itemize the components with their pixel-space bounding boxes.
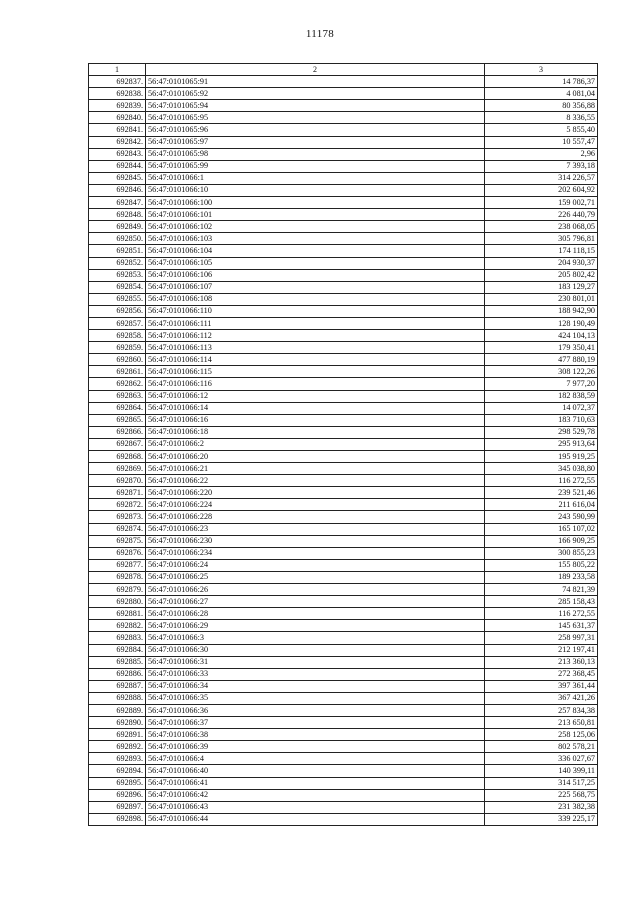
row-index-cell: 692884. (89, 644, 146, 656)
cadastral-number-cell: 56:47:0101066:115 (146, 366, 485, 378)
cadastral-value-cell: 195 919,25 (485, 451, 598, 463)
cadastral-number-cell: 56:47:0101066:100 (146, 197, 485, 209)
cadastral-value-cell: 305 796,81 (485, 233, 598, 245)
row-index-cell: 692870. (89, 475, 146, 487)
cadastral-value-cell: 397 361,44 (485, 680, 598, 692)
column-header-cadastral-number: 2 (146, 64, 485, 76)
cadastral-number-cell: 56:47:0101066:42 (146, 789, 485, 801)
cadastral-value-cell: 243 590,99 (485, 511, 598, 523)
table-row (89, 88, 598, 100)
row-index-cell: 692862. (89, 378, 146, 390)
cadastral-number-cell: 56:47:0101065:92 (146, 88, 485, 100)
cadastral-value-cell: 314 226,57 (485, 172, 598, 184)
table-row (89, 765, 598, 777)
cadastral-value-cell: 258 997,31 (485, 632, 598, 644)
table-row (89, 511, 598, 523)
cadastral-value-cell: 257 834,38 (485, 704, 598, 716)
table-row (89, 451, 598, 463)
cadastral-value-cell: 205 802,42 (485, 269, 598, 281)
cadastral-value-cell: 128 190,49 (485, 317, 598, 329)
row-index-cell: 692894. (89, 765, 146, 777)
row-index-cell: 692881. (89, 608, 146, 620)
cadastral-number-cell: 56:47:0101066:35 (146, 692, 485, 704)
cadastral-number-cell: 56:47:0101066:39 (146, 741, 485, 753)
cadastral-number-cell: 56:47:0101066:18 (146, 426, 485, 438)
cadastral-number-cell: 56:47:0101066:20 (146, 451, 485, 463)
row-index-cell: 692866. (89, 426, 146, 438)
row-index-cell: 692863. (89, 390, 146, 402)
cadastral-value-cell: 314 517,25 (485, 777, 598, 789)
table-header-row (89, 64, 598, 76)
cadastral-number-cell: 56:47:0101066:102 (146, 221, 485, 233)
table-row (89, 197, 598, 209)
table-row (89, 608, 598, 620)
table-row (89, 233, 598, 245)
cadastral-value-cell: 4 081,04 (485, 88, 598, 100)
row-index-cell: 692853. (89, 269, 146, 281)
table-row (89, 777, 598, 789)
cadastral-number-cell: 56:47:0101066:4 (146, 753, 485, 765)
cadastral-number-cell: 56:47:0101066:34 (146, 680, 485, 692)
table-row (89, 366, 598, 378)
table-row (89, 535, 598, 547)
cadastral-number-cell: 56:47:0101066:22 (146, 475, 485, 487)
cadastral-number-cell: 56:47:0101066:108 (146, 293, 485, 305)
cadastral-number-cell: 56:47:0101066:38 (146, 729, 485, 741)
row-index-cell: 692876. (89, 547, 146, 559)
row-index-cell: 692847. (89, 197, 146, 209)
cadastral-number-cell: 56:47:0101066:44 (146, 813, 485, 825)
cadastral-value-cell: 183 710,63 (485, 414, 598, 426)
cadastral-number-cell: 56:47:0101066:28 (146, 608, 485, 620)
table-row (89, 172, 598, 184)
cadastral-number-cell: 56:47:0101066:41 (146, 777, 485, 789)
cadastral-number-cell: 56:47:0101065:94 (146, 100, 485, 112)
cadastral-value-cell: 230 801,01 (485, 293, 598, 305)
cadastral-value-cell: 5 855,40 (485, 124, 598, 136)
cadastral-number-cell: 56:47:0101066:3 (146, 632, 485, 644)
row-index-cell: 692861. (89, 366, 146, 378)
cadastral-number-cell: 56:47:0101066:27 (146, 596, 485, 608)
row-index-cell: 692864. (89, 402, 146, 414)
cadastral-value-cell: 14 072,37 (485, 402, 598, 414)
table-row (89, 717, 598, 729)
row-index-cell: 692844. (89, 160, 146, 172)
cadastral-number-cell: 56:47:0101066:2 (146, 438, 485, 450)
table-row (89, 584, 598, 596)
cadastral-value-cell: 424 104,13 (485, 330, 598, 342)
row-index-cell: 692898. (89, 813, 146, 825)
cadastral-number-cell: 56:47:0101065:96 (146, 124, 485, 136)
cadastral-value-cell: 179 350,41 (485, 342, 598, 354)
cadastral-number-cell: 56:47:0101066:12 (146, 390, 485, 402)
cadastral-value-cell: 308 122,26 (485, 366, 598, 378)
cadastral-value-cell: 7 977,20 (485, 378, 598, 390)
cadastral-value-cell: 188 942,90 (485, 305, 598, 317)
row-index-cell: 692891. (89, 729, 146, 741)
table-row (89, 281, 598, 293)
table-row (89, 184, 598, 196)
cadastral-value-table (88, 63, 598, 826)
cadastral-number-cell: 56:47:0101066:33 (146, 668, 485, 680)
table-row (89, 160, 598, 172)
row-index-cell: 692869. (89, 463, 146, 475)
row-index-cell: 692867. (89, 438, 146, 450)
row-index-cell: 692890. (89, 717, 146, 729)
row-index-cell: 692842. (89, 136, 146, 148)
row-index-cell: 692852. (89, 257, 146, 269)
table-row (89, 463, 598, 475)
row-index-cell: 692883. (89, 632, 146, 644)
table-row (89, 499, 598, 511)
table-row (89, 813, 598, 825)
table-row (89, 305, 598, 317)
cadastral-value-cell: 300 855,23 (485, 547, 598, 559)
cadastral-value-cell: 231 382,38 (485, 801, 598, 813)
cadastral-value-cell: 183 129,27 (485, 281, 598, 293)
table-row (89, 342, 598, 354)
row-index-cell: 692857. (89, 317, 146, 329)
cadastral-number-cell: 56:47:0101066:220 (146, 487, 485, 499)
row-index-cell: 692887. (89, 680, 146, 692)
cadastral-value-cell: 7 393,18 (485, 160, 598, 172)
cadastral-number-cell: 56:47:0101066:105 (146, 257, 485, 269)
table-row (89, 257, 598, 269)
table-row (89, 644, 598, 656)
cadastral-value-cell: 298 529,78 (485, 426, 598, 438)
cadastral-number-cell: 56:47:0101066:234 (146, 547, 485, 559)
row-index-cell: 692897. (89, 801, 146, 813)
cadastral-value-cell: 225 568,75 (485, 789, 598, 801)
table-row (89, 523, 598, 535)
cadastral-value-cell: 189 233,58 (485, 571, 598, 583)
cadastral-value-cell: 272 368,45 (485, 668, 598, 680)
table-row (89, 789, 598, 801)
row-index-cell: 692882. (89, 620, 146, 632)
table-row (89, 100, 598, 112)
table-row (89, 112, 598, 124)
table-row (89, 221, 598, 233)
cadastral-number-cell: 56:47:0101066:230 (146, 535, 485, 547)
row-index-cell: 692896. (89, 789, 146, 801)
cadastral-value-cell: 295 913,64 (485, 438, 598, 450)
table-row (89, 487, 598, 499)
row-index-cell: 692855. (89, 293, 146, 305)
table-row (89, 245, 598, 257)
table-row (89, 559, 598, 571)
cadastral-value-cell: 159 002,71 (485, 197, 598, 209)
table-row (89, 668, 598, 680)
row-index-cell: 692886. (89, 668, 146, 680)
cadastral-number-cell: 56:47:0101066:224 (146, 499, 485, 511)
cadastral-number-cell: 56:47:0101066:16 (146, 414, 485, 426)
cadastral-number-cell: 56:47:0101066:14 (146, 402, 485, 414)
row-index-cell: 692871. (89, 487, 146, 499)
cadastral-value-cell: 174 118,15 (485, 245, 598, 257)
row-index-cell: 692856. (89, 305, 146, 317)
cadastral-number-cell: 56:47:0101065:95 (146, 112, 485, 124)
column-header-index: 1 (89, 64, 146, 76)
cadastral-value-cell: 165 107,02 (485, 523, 598, 535)
cadastral-number-cell: 56:47:0101066:37 (146, 717, 485, 729)
cadastral-number-cell: 56:47:0101066:43 (146, 801, 485, 813)
cadastral-number-cell: 56:47:0101066:107 (146, 281, 485, 293)
cadastral-number-cell: 56:47:0101066:25 (146, 571, 485, 583)
cadastral-value-cell: 80 356,88 (485, 100, 598, 112)
row-index-cell: 692854. (89, 281, 146, 293)
table-row (89, 438, 598, 450)
cadastral-value-cell: 116 272,55 (485, 608, 598, 620)
cadastral-value-cell: 211 616,04 (485, 499, 598, 511)
row-index-cell: 692859. (89, 342, 146, 354)
cadastral-number-cell: 56:47:0101066:110 (146, 305, 485, 317)
cadastral-value-cell: 145 631,37 (485, 620, 598, 632)
row-index-cell: 692850. (89, 233, 146, 245)
row-index-cell: 692877. (89, 559, 146, 571)
cadastral-value-cell: 802 578,21 (485, 741, 598, 753)
cadastral-number-cell: 56:47:0101066:104 (146, 245, 485, 257)
cadastral-value-cell: 202 604,92 (485, 184, 598, 196)
row-index-cell: 692880. (89, 596, 146, 608)
cadastral-number-cell: 56:47:0101066:228 (146, 511, 485, 523)
table-row (89, 390, 598, 402)
cadastral-number-cell: 56:47:0101066:21 (146, 463, 485, 475)
row-index-cell: 692875. (89, 535, 146, 547)
cadastral-number-cell: 56:47:0101066:1 (146, 172, 485, 184)
cadastral-value-cell: 213 650,81 (485, 717, 598, 729)
table-row (89, 692, 598, 704)
row-index-cell: 692889. (89, 704, 146, 716)
table-row (89, 269, 598, 281)
row-index-cell: 692888. (89, 692, 146, 704)
cadastral-number-cell: 56:47:0101065:98 (146, 148, 485, 160)
table-row (89, 571, 598, 583)
table-row (89, 402, 598, 414)
table-row (89, 801, 598, 813)
row-index-cell: 692873. (89, 511, 146, 523)
page-number: 11178 (305, 28, 335, 40)
cadastral-value-cell: 8 336,55 (485, 112, 598, 124)
cadastral-number-cell: 56:47:0101066:36 (146, 704, 485, 716)
row-index-cell: 692892. (89, 741, 146, 753)
cadastral-value-cell: 2,96 (485, 148, 598, 160)
row-index-cell: 692839. (89, 100, 146, 112)
table-row (89, 741, 598, 753)
cadastral-value-cell: 182 838,59 (485, 390, 598, 402)
table-row (89, 354, 598, 366)
column-header-value: 3 (485, 64, 598, 76)
cadastral-value-cell: 155 805,22 (485, 559, 598, 571)
cadastral-value-cell: 239 521,46 (485, 487, 598, 499)
cadastral-number-cell: 56:47:0101066:10 (146, 184, 485, 196)
table-row (89, 729, 598, 741)
table-row (89, 124, 598, 136)
row-index-cell: 692874. (89, 523, 146, 535)
row-index-cell: 692885. (89, 656, 146, 668)
cadastral-number-cell: 56:47:0101066:113 (146, 342, 485, 354)
cadastral-value-cell: 10 557,47 (485, 136, 598, 148)
row-index-cell: 692878. (89, 571, 146, 583)
row-index-cell: 692841. (89, 124, 146, 136)
table-row (89, 136, 598, 148)
row-index-cell: 692879. (89, 584, 146, 596)
cadastral-value-cell: 238 068,05 (485, 221, 598, 233)
row-index-cell: 692893. (89, 753, 146, 765)
cadastral-number-cell: 56:47:0101066:116 (146, 378, 485, 390)
table-row (89, 378, 598, 390)
cadastral-number-cell: 56:47:0101066:101 (146, 209, 485, 221)
table-row (89, 620, 598, 632)
row-index-cell: 692848. (89, 209, 146, 221)
cadastral-number-cell: 56:47:0101065:97 (146, 136, 485, 148)
row-index-cell: 692865. (89, 414, 146, 426)
cadastral-number-cell: 56:47:0101066:114 (146, 354, 485, 366)
row-index-cell: 692860. (89, 354, 146, 366)
cadastral-value-cell: 339 225,17 (485, 813, 598, 825)
cadastral-number-cell: 56:47:0101066:103 (146, 233, 485, 245)
cadastral-value-cell: 367 421,26 (485, 692, 598, 704)
table-row (89, 680, 598, 692)
cadastral-value-cell: 74 821,39 (485, 584, 598, 596)
cadastral-number-cell: 56:47:0101066:31 (146, 656, 485, 668)
row-index-cell: 692840. (89, 112, 146, 124)
table-row (89, 475, 598, 487)
table-row (89, 753, 598, 765)
table-row (89, 76, 598, 88)
row-index-cell: 692843. (89, 148, 146, 160)
cadastral-value-cell: 204 930,37 (485, 257, 598, 269)
cadastral-value-cell: 258 125,06 (485, 729, 598, 741)
cadastral-value-cell: 116 272,55 (485, 475, 598, 487)
table-row (89, 209, 598, 221)
cadastral-number-cell: 56:47:0101065:91 (146, 76, 485, 88)
cadastral-value-cell: 14 786,37 (485, 76, 598, 88)
table-row (89, 293, 598, 305)
table-row (89, 596, 598, 608)
row-index-cell: 692837. (89, 76, 146, 88)
cadastral-number-cell: 56:47:0101066:23 (146, 523, 485, 535)
row-index-cell: 692858. (89, 330, 146, 342)
cadastral-number-cell: 56:47:0101066:111 (146, 317, 485, 329)
row-index-cell: 692868. (89, 451, 146, 463)
table-row (89, 547, 598, 559)
table-row (89, 317, 598, 329)
cadastral-value-cell: 336 027,67 (485, 753, 598, 765)
cadastral-number-cell: 56:47:0101066:112 (146, 330, 485, 342)
row-index-cell: 692895. (89, 777, 146, 789)
table-row (89, 414, 598, 426)
cadastral-value-cell: 140 399,11 (485, 765, 598, 777)
cadastral-value-cell: 285 158,43 (485, 596, 598, 608)
row-index-cell: 692851. (89, 245, 146, 257)
cadastral-value-cell: 345 038,80 (485, 463, 598, 475)
row-index-cell: 692845. (89, 172, 146, 184)
table-body (89, 76, 598, 826)
cadastral-number-cell: 56:47:0101066:106 (146, 269, 485, 281)
cadastral-number-cell: 56:47:0101066:29 (146, 620, 485, 632)
row-index-cell: 692846. (89, 184, 146, 196)
table-row (89, 632, 598, 644)
table-row (89, 330, 598, 342)
table-row (89, 656, 598, 668)
table-row (89, 426, 598, 438)
cadastral-number-cell: 56:47:0101065:99 (146, 160, 485, 172)
row-index-cell: 692838. (89, 88, 146, 100)
cadastral-number-cell: 56:47:0101066:40 (146, 765, 485, 777)
table-row (89, 148, 598, 160)
row-index-cell: 692872. (89, 499, 146, 511)
cadastral-value-cell: 213 360,13 (485, 656, 598, 668)
row-index-cell: 692849. (89, 221, 146, 233)
cadastral-number-cell: 56:47:0101066:24 (146, 559, 485, 571)
cadastral-value-cell: 212 197,41 (485, 644, 598, 656)
cadastral-number-cell: 56:47:0101066:26 (146, 584, 485, 596)
table-row (89, 704, 598, 716)
cadastral-value-cell: 226 440,79 (485, 209, 598, 221)
cadastral-value-cell: 166 909,25 (485, 535, 598, 547)
cadastral-value-cell: 477 880,19 (485, 354, 598, 366)
cadastral-number-cell: 56:47:0101066:30 (146, 644, 485, 656)
